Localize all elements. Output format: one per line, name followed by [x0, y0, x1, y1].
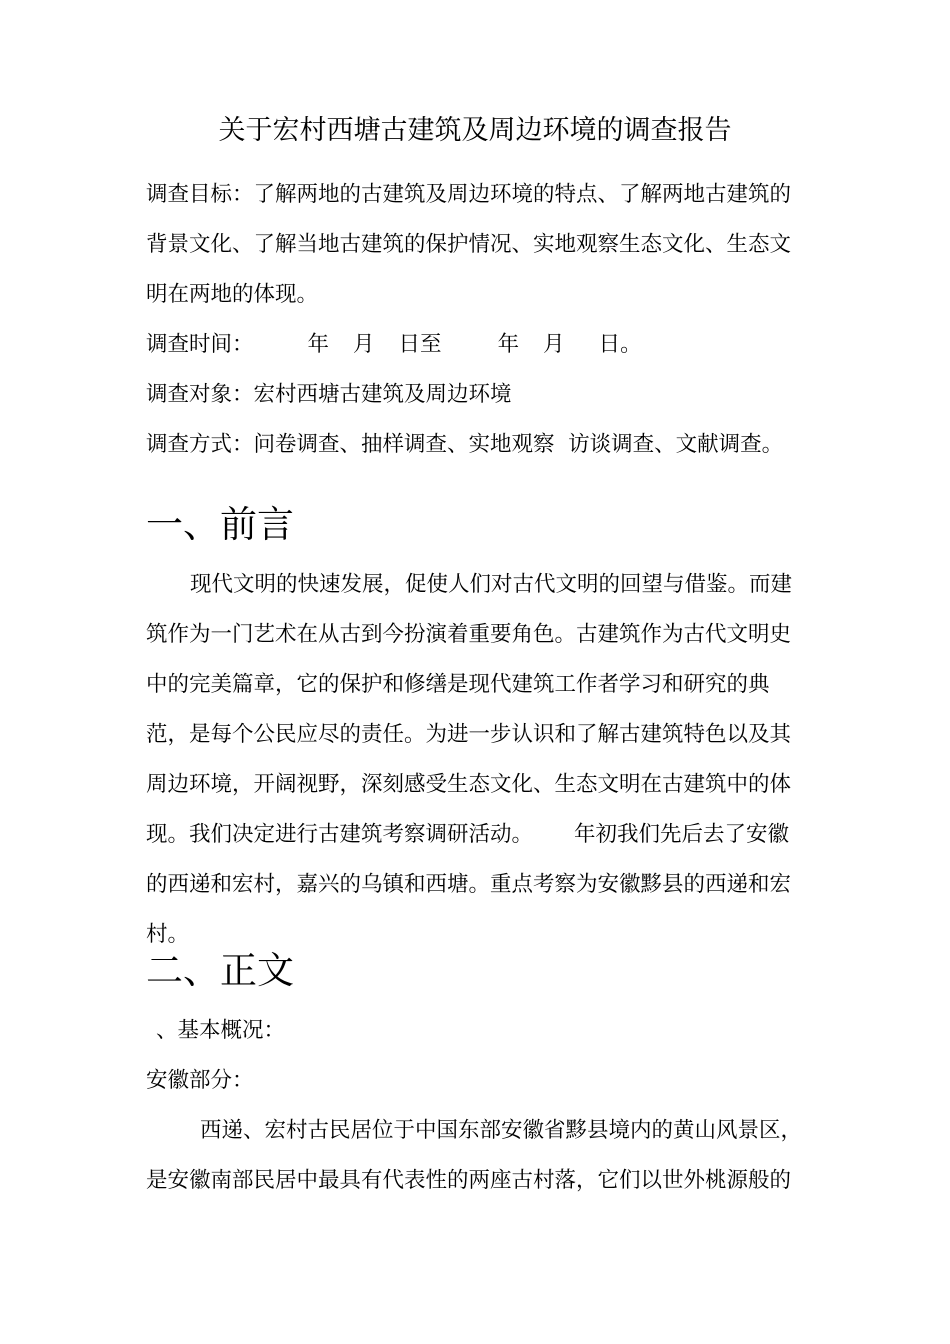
preface-line: 现代文明的快速发展，促使人们对古代文明的回望与借鉴。而建: [190, 572, 793, 597]
survey-goal-line-2: 背景文化、了解当地古建筑的保护情况、实地观察生态文化、生态文: [146, 232, 792, 257]
preface-line: 现。我们决定进行古建筑考察调研活动。 年初我们先后去了安徽: [146, 822, 790, 847]
survey-method: 调查方式：问卷调查、抽样调查、实地观察 访谈调查、文献调查。: [146, 432, 784, 457]
survey-goal-line-3: 明在两地的体现。: [146, 282, 319, 307]
preface-line: 周边环境，开阔视野，深刻感受生态文化、生态文明在古建筑中的体: [146, 772, 792, 797]
survey-time: [146, 320, 814, 370]
preface-line: 范，是每个公民应尽的责任。为进一步认识和了解古建筑特色以及其: [146, 722, 792, 747]
survey-time-year-start: 年: [307, 332, 330, 357]
section-heading-main-text: 二、正文: [146, 949, 294, 992]
anhui-line: 是安徽南部民居中最具有代表性的两座古村落，它们以世外桃源般的: [146, 1168, 792, 1193]
survey-time-month-end: 月: [543, 332, 565, 357]
subheading-basic-overview: 、基本概况：: [156, 1018, 286, 1043]
preface-line: 中的完美篇章，它的保护和修缮是现代建筑工作者学习和研究的典: [146, 672, 770, 697]
anhui-line: 西递、宏村古民居位于中国东部安徽省黟县境内的黄山风景区，: [200, 1118, 803, 1143]
preface-line: 村。: [146, 922, 190, 947]
preface-paragraph: [146, 560, 814, 960]
anhui-paragraph: [146, 1106, 814, 1206]
preface-line: 筑作为一门艺术在从古到今扮演着重要角色。古建筑作为古代文明史: [146, 622, 792, 647]
survey-object: 调查对象：宏村西塘古建筑及周边环境: [146, 382, 512, 407]
survey-time-month-start: 月: [353, 332, 375, 357]
survey-time-label: 调查时间：: [146, 332, 254, 357]
survey-time-day-start: 日至: [398, 332, 442, 357]
section-heading-preface: 一、前言: [146, 503, 294, 546]
survey-time-year-end: 年: [497, 332, 520, 357]
subheading-anhui-part: 安徽部分：: [146, 1068, 254, 1093]
document-title: 关于宏村西塘古建筑及周边环境的调查报告: [218, 115, 732, 146]
survey-goal-line-1: 调查目标：了解两地的古建筑及周边环境的特点、了解两地古建筑的: [146, 182, 792, 207]
preface-line: 的西递和宏村，嘉兴的乌镇和西塘。重点考察为安徽黟县的西递和宏: [146, 872, 792, 897]
survey-time-day-end: 日。: [598, 332, 642, 357]
survey-meta: [146, 170, 814, 470]
